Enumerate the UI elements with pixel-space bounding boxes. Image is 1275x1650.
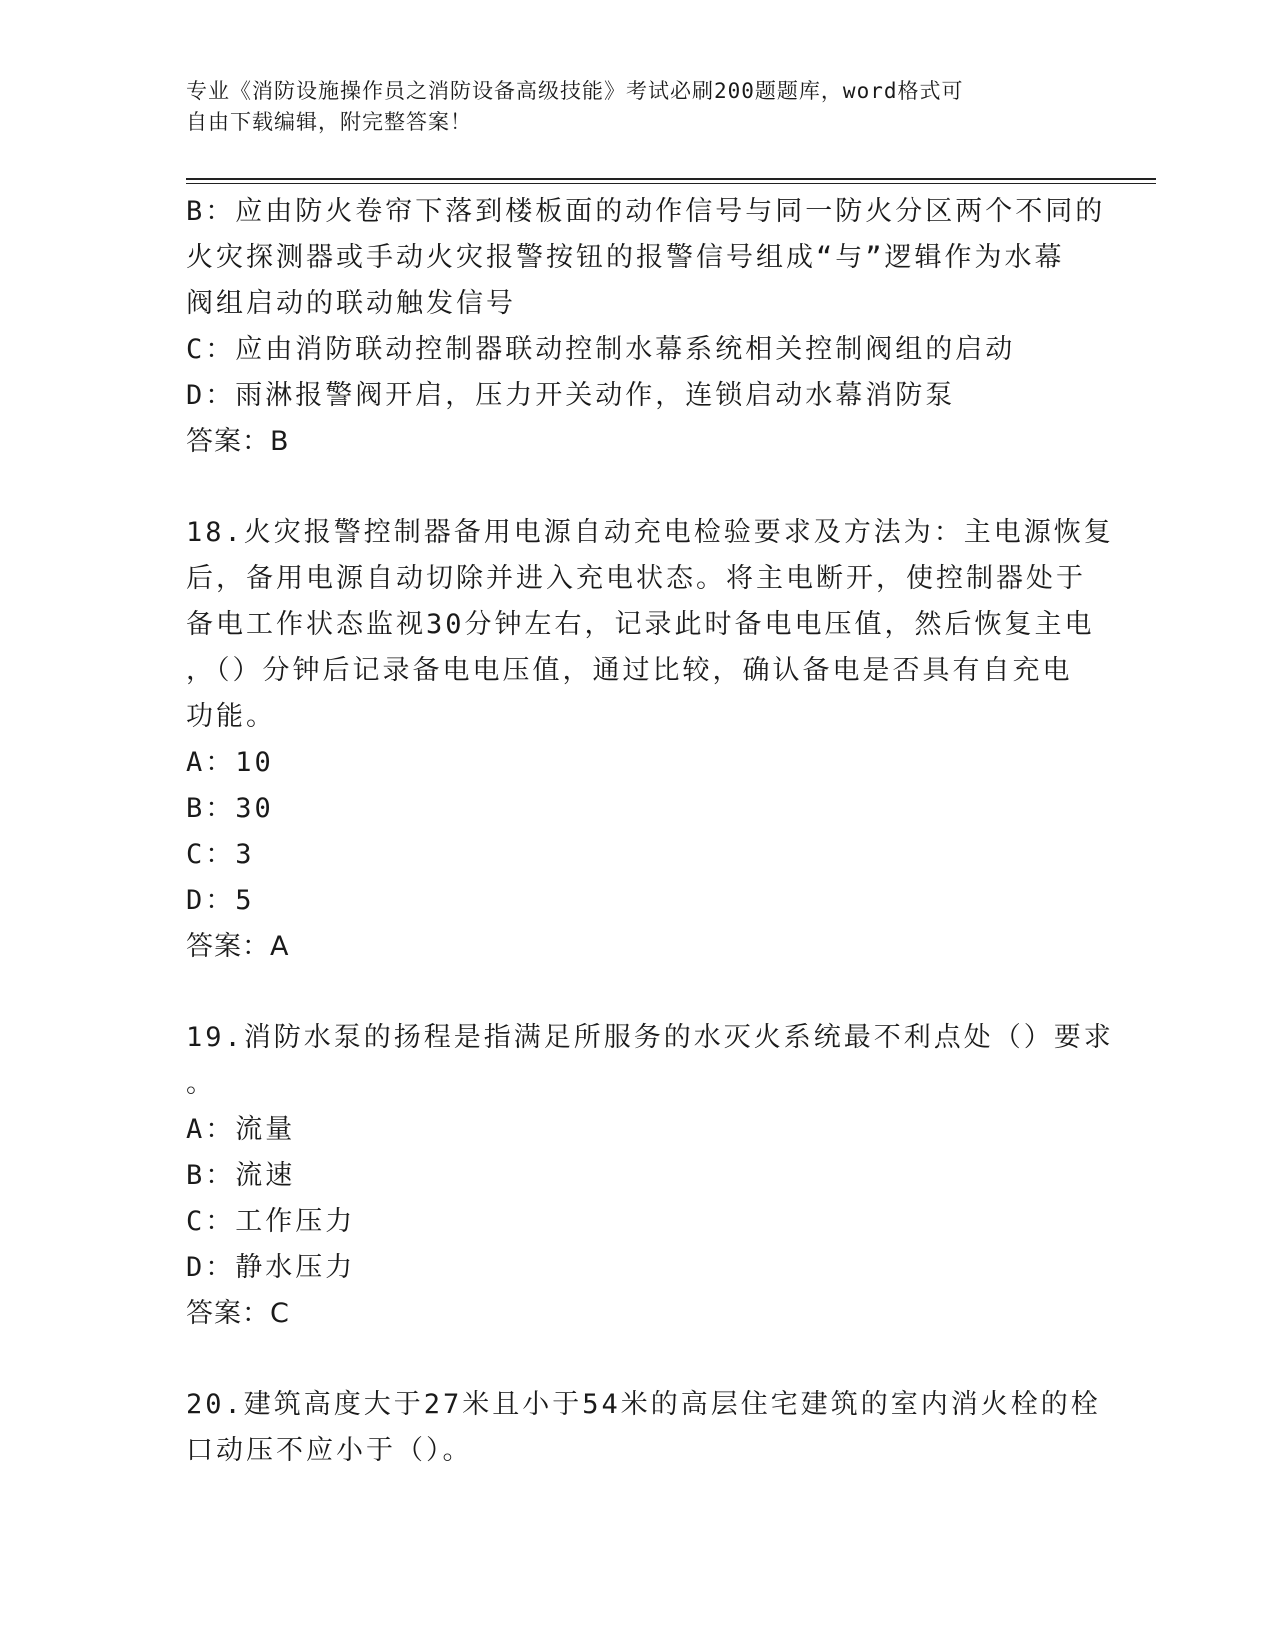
question-text-line-1: 18.火灾报警控制器备用电源自动充电检验要求及方法为：主电源恢复 xyxy=(186,517,1114,548)
question-text-line-2: 。 xyxy=(186,1068,216,1099)
question-17-tail xyxy=(186,189,1106,465)
question-text-line-1: 20.建筑高度大于27米且小于54米的高层住宅建筑的室内消火栓的栓 xyxy=(186,1389,1101,1420)
question-text-line-1: 19.消防水泵的扬程是指满足所服务的水灭火系统最不利点处（）要求 xyxy=(186,1022,1114,1053)
answer: 答案：C xyxy=(186,1298,290,1329)
spacer xyxy=(186,1337,1086,1382)
answer: 答案：A xyxy=(186,931,290,962)
header-divider-thin xyxy=(186,183,1156,184)
option-b: B：30 xyxy=(186,793,274,824)
option-b-line-2: 火灾探测器或手动火灾报警按钮的报警信号组成“与”逻辑作为水幕 xyxy=(186,242,1065,273)
spacer xyxy=(186,970,1086,1015)
option-d: D：5 xyxy=(186,885,255,916)
question-text-line-2: 口动压不应小于（）。 xyxy=(186,1435,473,1466)
question-18 xyxy=(186,510,1114,970)
option-d: D：雨淋报警阀开启，压力开关动作，连锁启动水幕消防泵 xyxy=(186,380,956,411)
document-header xyxy=(186,76,1066,138)
answer: 答案：B xyxy=(186,426,290,457)
question-text-line-5: 功能。 xyxy=(186,701,276,732)
header-line-2: 自由下载编辑，附完整答案！ xyxy=(186,110,472,134)
spacer xyxy=(186,465,1086,510)
question-text-line-3: 备电工作状态监视30分钟左右，记录此时备电电压值，然后恢复主电 xyxy=(186,609,1095,640)
question-text-line-4: ，（）分钟后记录备电电压值，通过比较，确认备电是否具有自充电 xyxy=(186,655,1073,686)
option-c: C：3 xyxy=(186,839,255,870)
option-c: C：工作压力 xyxy=(186,1206,356,1237)
header-divider-thick xyxy=(186,178,1156,180)
header-line-1: 专业《消防设施操作员之消防设备高级技能》考试必刷200题题库，word格式可 xyxy=(186,79,964,103)
option-b-line-1: B：应由防火卷帘下落到楼板面的动作信号与同一防火分区两个不同的 xyxy=(186,196,1106,227)
option-d: D：静水压力 xyxy=(186,1252,356,1283)
option-c: C：应由消防联动控制器联动控制水幕系统相关控制阀组的启动 xyxy=(186,334,1016,365)
option-b-line-3: 阀组启动的联动触发信号 xyxy=(186,288,516,319)
option-b: B：流速 xyxy=(186,1160,296,1191)
option-a: A：10 xyxy=(186,747,274,778)
question-content xyxy=(186,189,1114,1474)
question-20 xyxy=(186,1382,1101,1474)
question-text-line-2: 后，备用电源自动切除并进入充电状态。将主电断开，使控制器处于 xyxy=(186,563,1086,594)
question-19 xyxy=(186,1015,1114,1337)
option-a: A：流量 xyxy=(186,1114,296,1145)
